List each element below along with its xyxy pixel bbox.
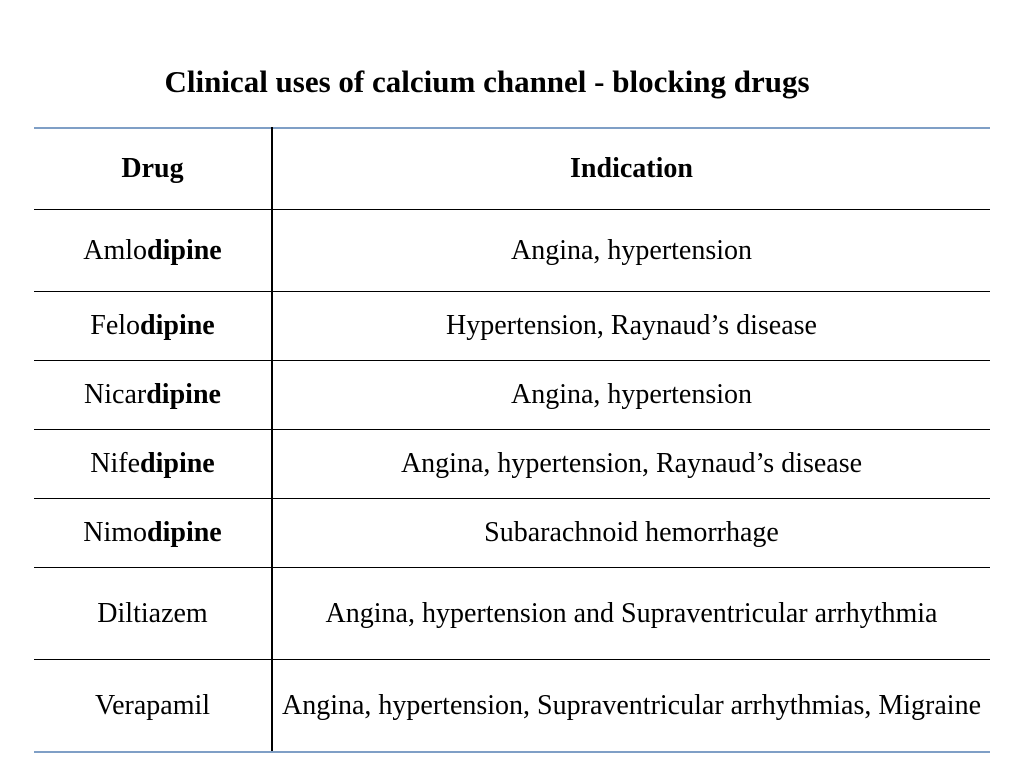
drug-cell — [34, 210, 272, 292]
indication-cell: Subarachnoid hemorrhage — [272, 499, 990, 568]
drug-indication-table — [34, 127, 990, 753]
indication-cell: Angina, hypertension — [272, 210, 990, 292]
indication-cell: Hypertension, Raynaud’s disease — [272, 292, 990, 361]
indication-cell: Angina, hypertension, Raynaud’s disease — [272, 430, 990, 499]
drug-name-prefix: Nife — [90, 448, 141, 479]
drug-name-prefix: Amlo — [83, 234, 148, 266]
drug-cell: Diltiazem — [34, 568, 272, 660]
drug-cell — [34, 430, 272, 499]
slide-title: Clinical uses of calcium channel - blocking drugs — [164, 64, 810, 99]
drug-name-suffix: dipine — [146, 379, 221, 410]
drug-name-prefix: Nimo — [83, 517, 148, 548]
drug-name-suffix: dipine — [147, 517, 222, 548]
drug-cell — [34, 499, 272, 568]
indication-cell: Angina, hypertension, Supraventricular arrhythmias, Migraine — [272, 660, 990, 753]
indication-cell: Angina, hypertension and Supraventricular arrhythmia — [272, 568, 990, 660]
drug-name-prefix: Felo — [90, 310, 141, 341]
drug-cell — [34, 292, 272, 361]
table-row — [34, 568, 990, 660]
table-row — [34, 292, 990, 361]
table-row — [34, 361, 990, 430]
drug-name-suffix: dipine — [140, 310, 215, 341]
drug-name-suffix: dipine — [140, 448, 215, 479]
drug-cell: Verapamil — [34, 660, 272, 753]
table-header-row — [34, 128, 990, 210]
drug-name-prefix: Nicar — [84, 379, 147, 410]
drug-name-suffix: dipine — [147, 234, 222, 266]
table-row — [34, 210, 990, 292]
header-indication: Indication — [272, 128, 990, 210]
table-row — [34, 499, 990, 568]
indication-cell: Angina, hypertension — [272, 361, 990, 430]
table-row — [34, 430, 990, 499]
drug-cell — [34, 361, 272, 430]
header-drug: Drug — [34, 128, 272, 210]
table-row — [34, 660, 990, 753]
